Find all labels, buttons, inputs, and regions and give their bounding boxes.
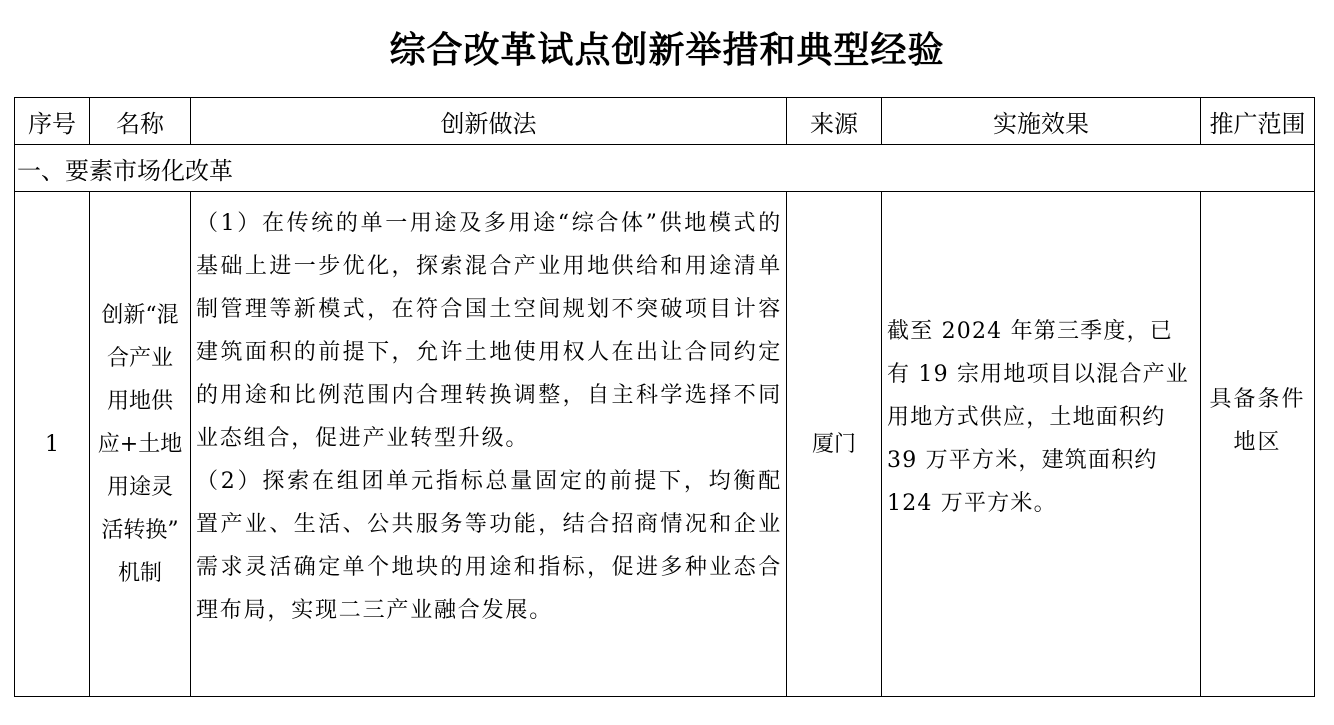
cell-effect: [882, 192, 1201, 697]
name-line: 合产业: [106, 345, 173, 371]
scope-line: 具备条件: [1209, 387, 1306, 412]
measures-table: [14, 97, 1315, 697]
header-name: 名称: [90, 98, 191, 145]
header-effect: 实施效果: [882, 98, 1201, 145]
cell-method: [191, 192, 787, 697]
name-line: 用地供: [106, 388, 173, 414]
header-scope: 推广范围: [1201, 98, 1315, 145]
method-paragraph: （2）探索在组团单元指标总量固定的前提下，均衡配置产业、生活、公共服务等功能，结合招商情况和企业需求灵活确定单个地块的用途和指标，促进多种业态合理布局，实现二三产业融合发展。: [196, 469, 782, 623]
section-heading-cell: [15, 145, 1315, 192]
header-seq: 序号: [15, 98, 90, 145]
cell-name: [90, 192, 191, 697]
name-line: 用途灵: [106, 474, 173, 500]
section-row: [15, 145, 1315, 192]
name-line: 机制: [117, 560, 162, 586]
header-source: 来源: [787, 98, 882, 145]
name-line: 活转换”: [101, 517, 179, 543]
method-paragraph: （1）在传统的单一用途及多用途“综合体”供地模式的基础上进一步优化，探索混合产业用地供给和用途清单制管理等新模式，在符合国土空间规划不突破项目计容建筑面积的前提下，允许土地使用权人在出让合同约定的用途和比例范围内合理转换调整，自主科学选择不同业态组合，促进产业转型升级。: [196, 211, 782, 451]
document-title: 综合改革试点创新举措和典型经验: [389, 29, 945, 71]
table-row: [15, 192, 1315, 697]
name-line: 应+土地: [97, 431, 183, 457]
header-method: 创新做法: [191, 98, 787, 145]
name-line: 创新“混: [101, 302, 179, 328]
section-heading: 一、要素市场化改革: [17, 156, 233, 185]
cell-source: 厦门: [787, 192, 882, 697]
cell-scope: [1201, 192, 1315, 697]
scope-line: 地区: [1233, 430, 1282, 455]
table-header-row: [15, 98, 1315, 145]
cell-seq: 1: [15, 192, 90, 697]
effect-text: 截至 2024 年第三季度，已有 19 宗用地项目以混合产业用地方式供应，土地面积约 39 万平方米，建筑面积约 124 万平方米。: [887, 318, 1189, 516]
